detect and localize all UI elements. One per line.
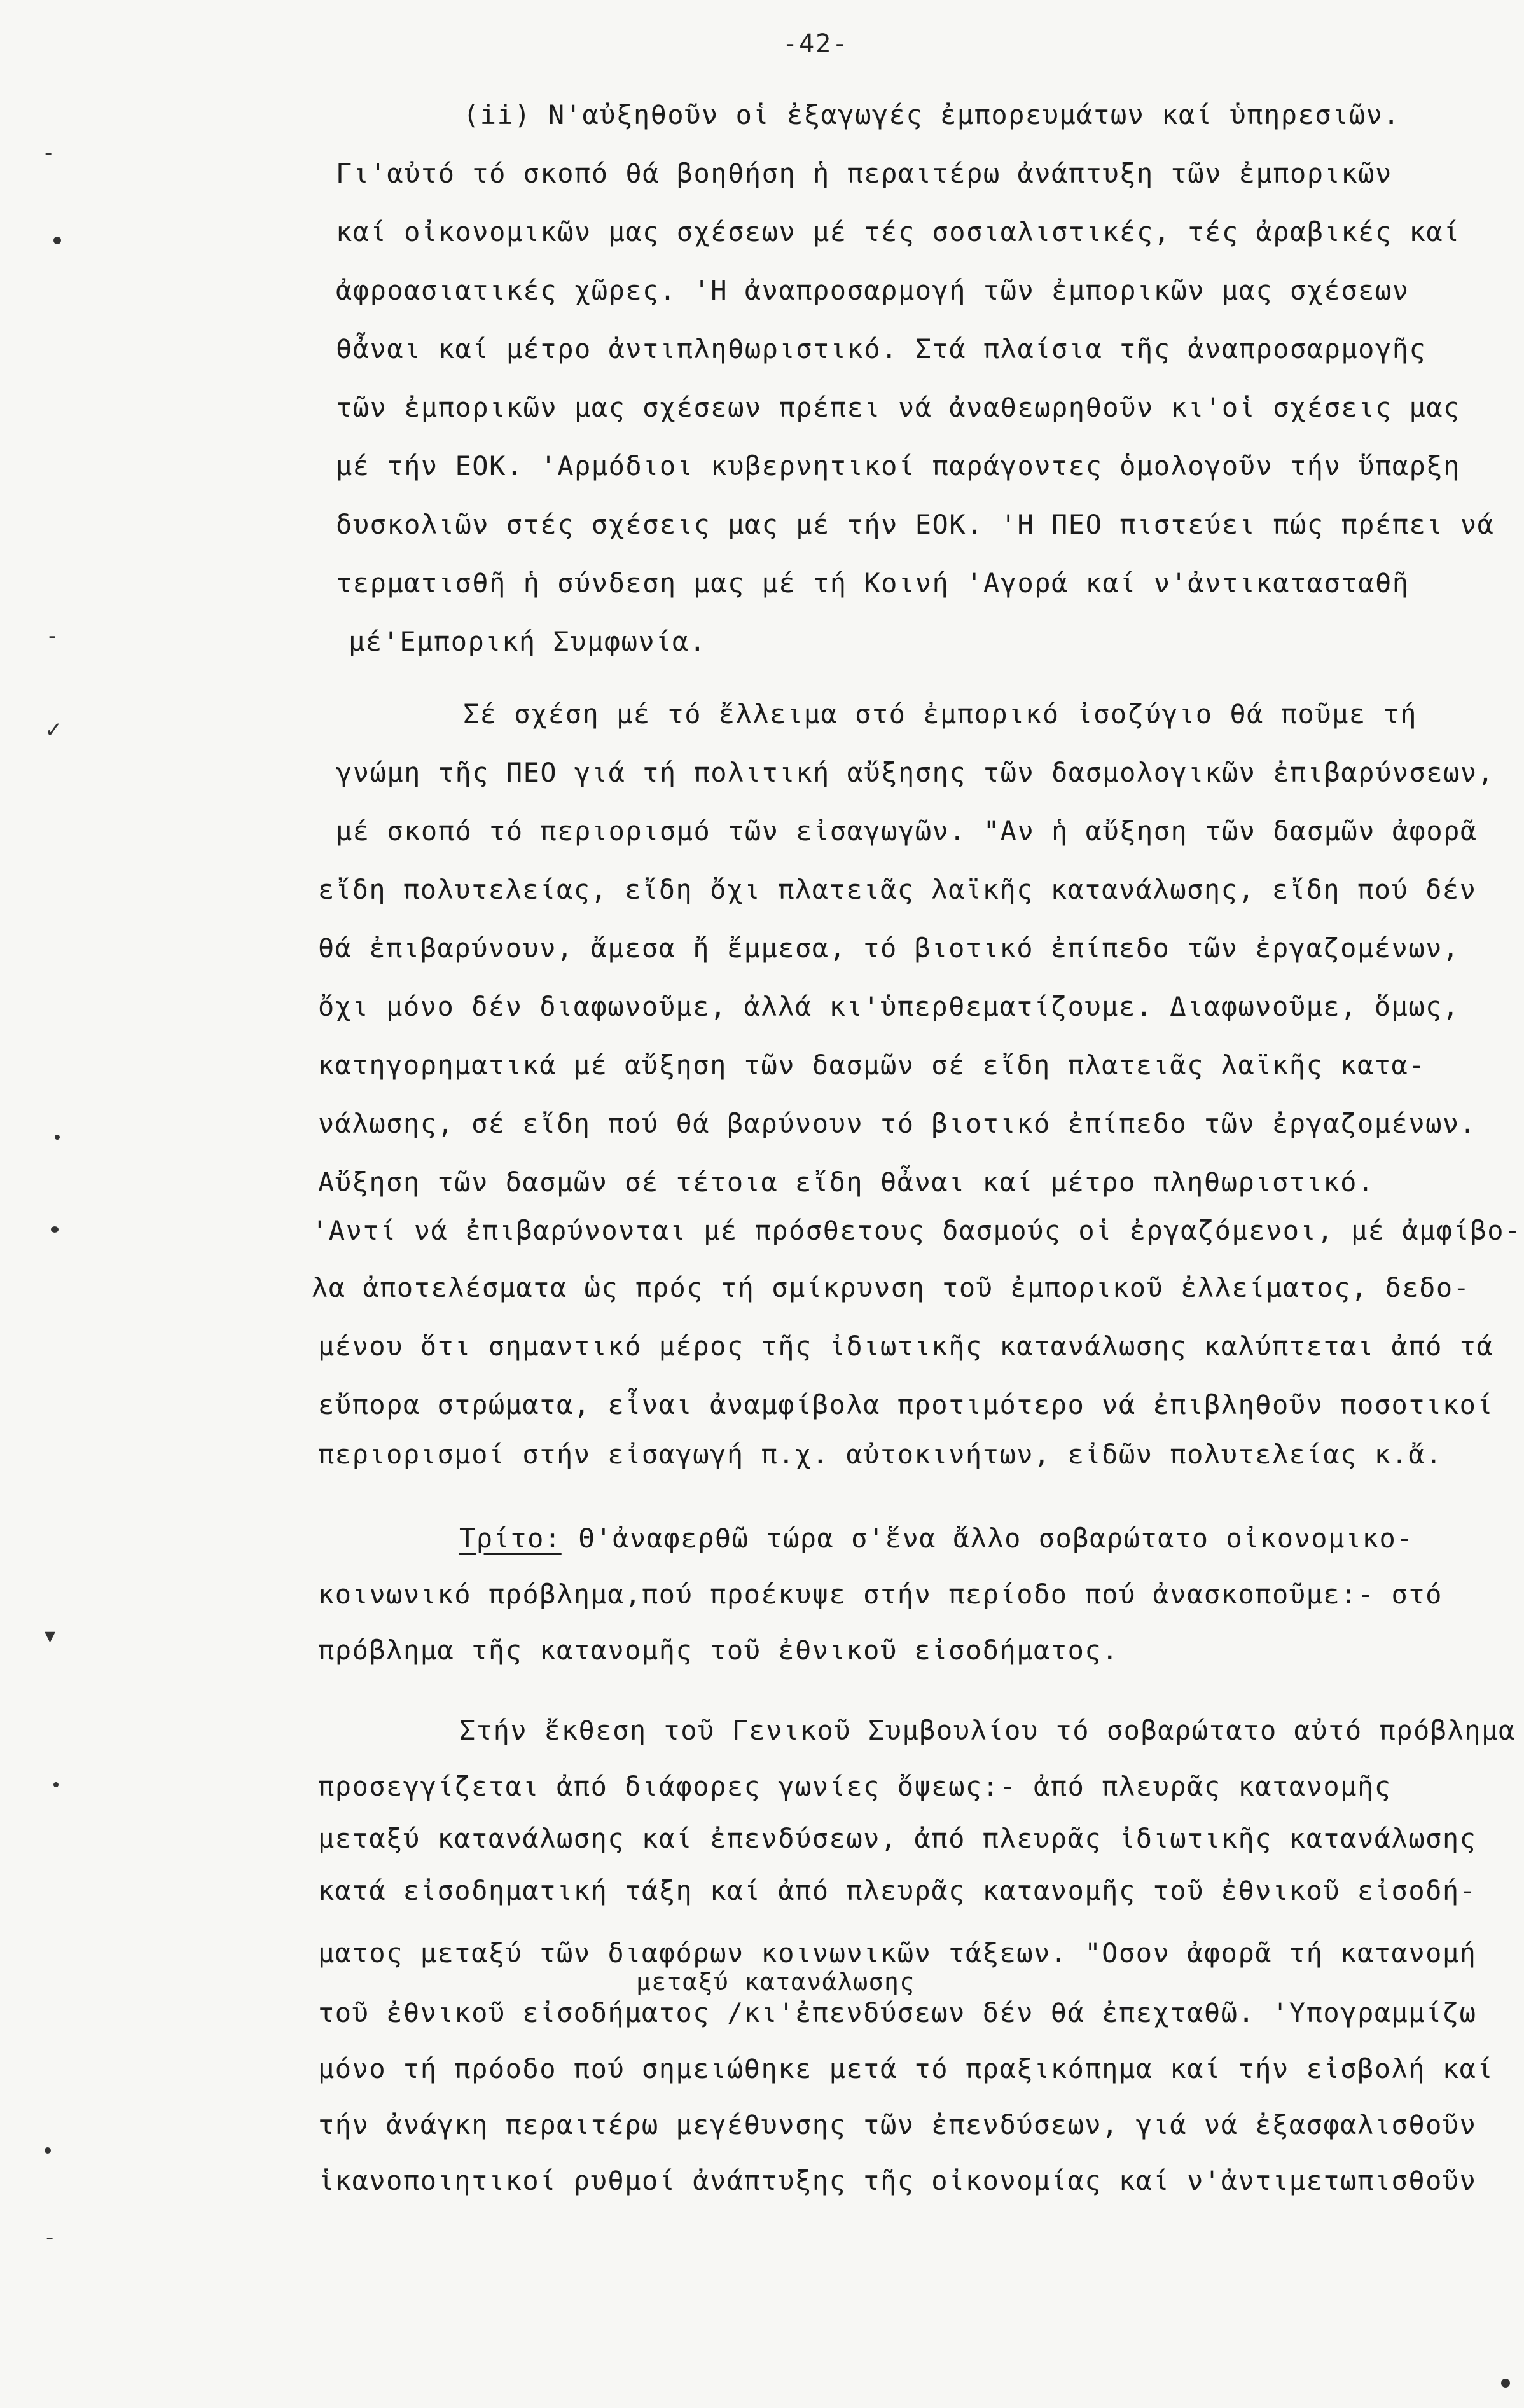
text-line: γνώμη τῆς ΠΕΟ γιά τή πολιτική αὔξησης τῶν δασμολογικῶν ἐπιβαρύνσεων, <box>336 757 1495 788</box>
text-line: Γι'αὐτό τό σκοπό θά βοηθήση ἡ περαιτέρω ἀνάπτυξη τῶν ἐμπορικῶν <box>336 158 1392 189</box>
text-line: ὄχι μόνο δέν διαφωνοῦμε, ἀλλά κι'ὑπερθεματίζουμε. Διαφωνοῦμε, ὅμως, <box>318 991 1460 1022</box>
handwritten-insertion: μεταξύ κατανάλωσης <box>636 1968 915 1996</box>
text-line: τήν ἀνάγκη περαιτέρω μεγέθυνσης τῶν ἐπενδύσεων, γιά νά ἐξασφαλισθοῦν <box>318 2109 1477 2140</box>
margin-mark: - <box>48 623 57 649</box>
text-line: καί οἰκονομικῶν μας σχέσεων μέ τές σοσιαλιστικές, τές ἀραβικές καί <box>336 216 1460 247</box>
text-line: τερματισθῆ ἡ σύνδεση μας μέ τή Κοινή 'Αγορά καί ν'ἀντικατασταθῆ <box>336 567 1410 599</box>
text-line: τοῦ ἐθνικοῦ εἰσοδήματος /κι'ἐπενδύσεων δέν θά ἐπεχταθῶ. 'Υπογραμμίζω <box>318 1997 1477 2028</box>
text-line: μένου ὅτι σημαντικό μέρος τῆς ἰδιωτικῆς κατανάλωσης καλύπτεται ἀπό τά <box>318 1331 1494 1362</box>
text-line: δυσκολιῶν στές σχέσεις μας μέ τήν ΕΟΚ. 'Η ΠΕΟ πιστεύει πώς πρέπει νά <box>336 509 1495 540</box>
text-line: κοινωνικό πρόβλημα,πού προέκυψε στήν περίοδο πού ἀνασκοποῦμε:- στό <box>318 1579 1443 1610</box>
text-line: κατά εἰσοδηματική τάξη καί ἀπό πλευρᾶς κατανομῆς τοῦ ἐθνικοῦ εἰσοδή- <box>318 1875 1477 1906</box>
text-line: Στήν ἔκθεση τοῦ Γενικοῦ Συμβουλίου τό σοβαρώτατο αὐτό πρόβλημα <box>459 1715 1516 1746</box>
scan-speck <box>1501 2379 1510 2388</box>
margin-mark: - <box>46 2225 54 2250</box>
text-line: πρόβλημα τῆς κατανομῆς τοῦ ἐθνικοῦ εἰσοδήματος. <box>318 1635 1119 1666</box>
text-line: εἴδη πολυτελείας, εἴδη ὄχι πλατειᾶς λαϊκῆς κατανάλωσης, εἴδη πού δέν <box>318 874 1477 905</box>
text-line: μεταξύ κατανάλωσης καί ἐπενδύσεων, ἀπό πλευρᾶς ἰδιωτικῆς κατανάλωσης <box>318 1823 1477 1854</box>
scan-speck <box>53 1782 59 1787</box>
scan-speck <box>53 237 61 244</box>
text-line: θά ἐπιβαρύνουν, ἄμεσα ἤ ἔμμεσα, τό βιοτικό ἐπίπεδο τῶν ἐργαζομένων, <box>318 932 1460 964</box>
text-line: Αὔξηση τῶν δασμῶν σέ τέτοια εἴδη θἆναι καί μέτρο πληθωριστικό. <box>318 1166 1375 1198</box>
text-line: μέ σκοπό τό περιορισμό τῶν εἰσαγωγῶν. "Αν ἡ αὔξηση τῶν δασμῶν ἀφορᾶ <box>336 815 1478 847</box>
scan-speck <box>51 1226 59 1233</box>
text-line: Σέ σχέση μέ τό ἔλλειμα στό ἐμπορικό ἰσοζύγιο θά ποῦμε τή <box>463 698 1418 730</box>
scan-speck <box>55 1135 60 1140</box>
section-heading: Τρίτο: <box>459 1523 562 1554</box>
text-line: μέ τήν ΕΟΚ. 'Αρμόδιοι κυβερνητικοί παράγοντες ὁμολογοῦν τήν ὕπαρξη <box>336 450 1460 481</box>
text-line: λα ἀποτελέσματα ὡς πρός τή σμίκρυνση τοῦ ἐμπορικοῦ ἐλλείματος, δεδο- <box>312 1272 1471 1303</box>
margin-mark: ✓ <box>45 717 63 743</box>
text-line: τῶν ἐμπορικῶν μας σχέσεων πρέπει νά ἀναθεωρηθοῦν κι'οἱ σχέσεις μας <box>336 392 1460 423</box>
text-line: περιορισμοί στήν εἰσαγωγή π.χ. αὐτοκινήτων, εἰδῶν πολυτελείας κ.ἄ. <box>318 1439 1443 1470</box>
margin-mark: ▾ <box>45 1623 56 1649</box>
text-line: 'Αντί νά ἐπιβαρύνονται μέ πρόσθετους δασμούς οἱ ἐργαζόμενοι, μέ ἀμφίβο- <box>312 1215 1521 1246</box>
text-line: ἀφροασιατικές χῶρες. 'Η ἀναπροσαρμογή τῶν ἐμπορικῶν μας σχέσεων <box>336 275 1410 306</box>
page-number: -42- <box>782 29 849 59</box>
text-span: Θ'ἀναφερθῶ τώρα σ'ἕνα ἄλλο σοβαρώτατο οἰκονομικο- <box>561 1523 1414 1554</box>
margin-mark: - <box>45 140 53 165</box>
text-line: θἆναι καί μέτρο ἀντιπληθωριστικό. Στά πλαίσια τῆς ἀναπροσαρμογῆς <box>336 333 1427 364</box>
text-line: μόνο τή πρόοδο πού σημειώθηκε μετά τό πραξικόπημα καί τήν εἰσβολή καί <box>318 2053 1494 2084</box>
text-line: ματος μεταξύ τῶν διαφόρων κοινωνικῶν τάξεων. "Οσον ἀφορᾶ τή κατανομή <box>318 1937 1477 1969</box>
text-line: εὔπορα στρώματα, εἶναι ἀναμφίβολα προτιμότερο νά ἐπιβληθοῦν ποσοτικοί <box>318 1389 1494 1420</box>
text-line: μέ'Εμπορική Συμφωνία. <box>349 626 707 657</box>
text-line: (ii) Ν'αὐξηθοῦν οἱ ἐξαγωγές ἐμπορευμάτων καί ὑπηρεσιῶν. <box>463 99 1401 130</box>
text-line: κατηγορηματικά μέ αὔξηση τῶν δασμῶν σέ εἴδη πλατειᾶς λαϊκῆς κατα- <box>318 1049 1426 1081</box>
text-line: ἱκανοποιητικοί ρυθμοί ἀνάπτυξης τῆς οἰκονομίας καί ν'ἀντιμετωπισθοῦν <box>318 2165 1477 2196</box>
text-line: προσεγγίζεται ἀπό διάφορες γωνίες ὄψεως:- ἀπό πλευρᾶς κατανομῆς <box>318 1771 1392 1802</box>
scan-speck <box>45 2147 51 2154</box>
text-line <box>459 1525 1413 1552</box>
text-line: νάλωσης, σέ εἴδη πού θά βαρύνουν τό βιοτικό ἐπίπεδο τῶν ἐργαζομένων. <box>318 1108 1477 1139</box>
